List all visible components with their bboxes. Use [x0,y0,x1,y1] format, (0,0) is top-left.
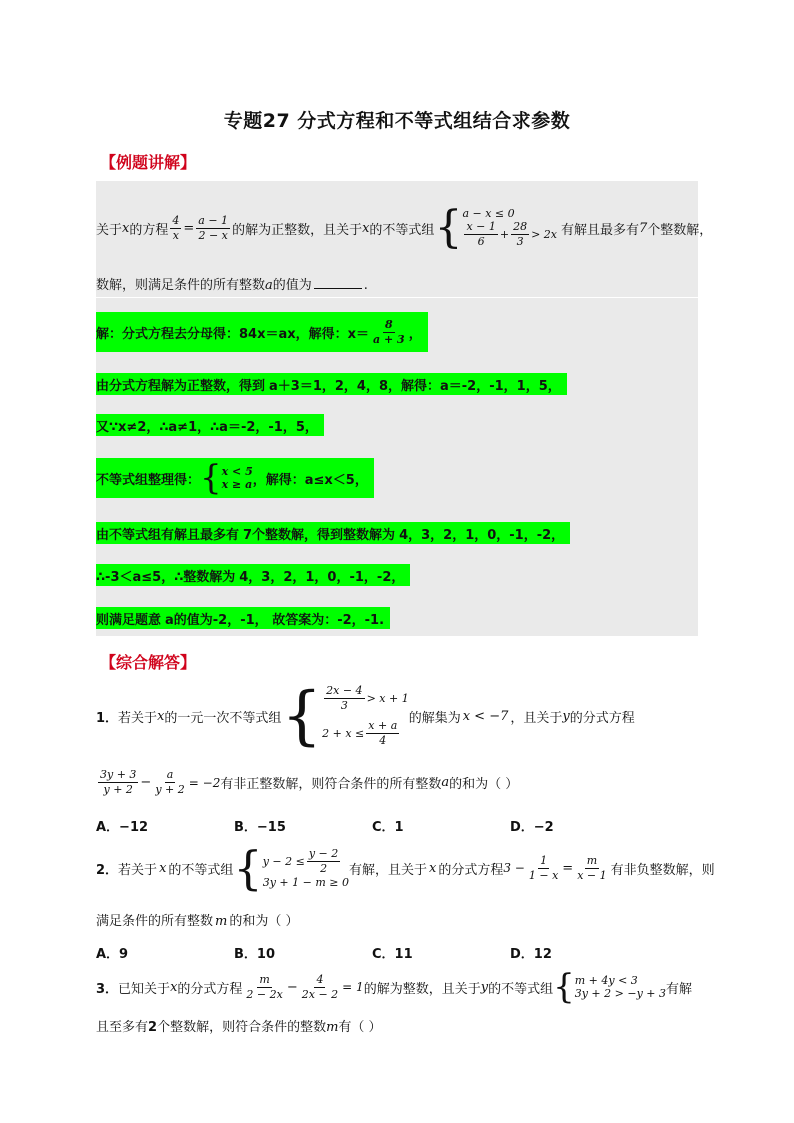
example-question-line1 [96,202,713,253]
fraction: $\frac{a}{y + 2}$ [155,768,185,796]
solution-line-1 [96,312,428,352]
example-question-line2 [96,274,368,293]
solution-line-7 [96,607,390,629]
fraction: $\frac{4}{2x - 2}$ [301,972,339,1001]
fraction-4-over-x: $\frac{4}{x}$ [172,213,180,242]
text: 关于 [96,222,123,238]
var-x: x [170,979,178,995]
brace-icon: { [200,458,222,498]
brace-icon: { [281,679,323,753]
system-row-1: x < 5 [221,465,253,478]
system-row-2: 3y + 1 − m ≥ 0 [262,876,349,889]
text: 个整数解， [647,222,713,238]
text: . [363,278,368,293]
text: 则满足题意 [96,612,162,628]
text: 的解集为 [408,710,461,726]
text: 个整数解，则符合条件的整数 [157,1020,327,1035]
system-row-1: a − x ≤ 0 [462,207,515,220]
text: ，且关于 [510,710,563,726]
inequality-system [233,841,349,895]
text: 由不等式组有解且最多有 [96,527,240,543]
text: 的解为正整数，且关于 [232,222,363,238]
text: 有解 [666,981,693,997]
text: 有（ ） [338,1020,382,1035]
question-3-line1: 3． 已知关于 x 的分式方程 $\frac{m}{2 - 2x}$ − $\frac{4}{2x - 2}$ = 1 的解为整数，且关于 y 的不等式组 { m + 4y < 3 3y + 2 > −y + 3 有解 [96,967,693,1007]
question-1-line1 [96,679,635,753]
var-x: x [159,860,167,876]
text: 的不等式组 [168,862,234,878]
question-number: 3． [96,981,119,997]
text: 有解且最多有 [561,222,640,238]
fraction: $\frac{3y + 3}{y + 2}$ [100,768,137,796]
system-row-2: x ≥ a [221,478,253,491]
fraction: $\frac{1}{1 - x}$ [528,853,559,882]
text: ，解得：a≤x＜5， [252,472,368,488]
text: 由分式方程解为正整数，得到 [96,378,266,394]
option-b[interactable]: B．−15 [234,820,286,835]
text: 的和为（ ） [449,777,519,792]
option-a[interactable]: A．−12 [96,820,149,835]
text: 有非正整数解，则符合条件的所有整数 [220,777,442,792]
var-y: y [480,979,489,995]
text: 的不等式组 [369,222,435,238]
option-d[interactable]: D．12 [510,947,552,962]
text: 已知关于 [118,981,171,997]
text: 数解，则满足条件的所有整数 [96,278,266,293]
option-a[interactable]: A．9 [96,947,129,962]
solution-line-3 [96,414,324,436]
text: 的分式方程 [177,981,243,997]
question-number: 2． [96,862,119,878]
var-y: y [562,708,570,724]
text: 解：分式方程去分母得：84x＝ax，解得：x＝ [96,326,370,342]
question-1-options [96,816,656,835]
var-x: x [362,220,370,236]
system-row-2: 3y + 2 > −y + 3 [574,987,666,1000]
brace-icon: { [553,967,575,1007]
var-x: x [122,220,130,236]
var-a: a [441,775,450,790]
section-example-header: 【例题讲解】 [100,153,197,172]
option-c[interactable]: C．11 [372,947,413,962]
text: 又∵x≠2，∴a≠1，∴a＝-2，-1，5， [96,419,318,435]
fraction-a-minus-1: $\frac{a - 1}{2 - x}$ [198,213,229,242]
inequality-system [553,967,666,1007]
solution-line-4 [96,458,374,498]
option-d[interactable]: D．−2 [510,820,554,835]
option-c[interactable]: C．1 [372,820,404,835]
page-title: 专题27 分式方程和不等式组结合求参数 [223,110,571,132]
system-row-1: $\frac{2x - 4}{3}$ > x + 1 [326,684,409,712]
text: 若关于 [118,862,158,878]
text: 不等式组整理得： [96,472,201,488]
var-x: x [157,708,165,724]
text: 若关于 [118,710,158,726]
inequality-system [281,679,409,753]
var-x: x [429,860,437,876]
question-2-options [96,943,656,962]
inequality-system [434,202,557,253]
solution-line-5 [96,522,570,544]
text: 有解，且关于 [348,862,427,878]
text: 满足条件的所有整数 [96,914,214,929]
question-number: 1． [96,710,119,726]
text: 且至多有 [96,1020,149,1035]
simplified-system [200,458,253,498]
var-m: m [215,914,228,929]
text: 的不等式组 [488,981,554,997]
text: 的一元一次不等式组 [164,710,282,726]
text: a＋3＝1，2，4，8，解得：a＝-2，-1，1，5， [269,378,561,394]
text: 7个整数解，得到整数解为 [243,527,396,543]
answer-blank[interactable] [314,276,362,289]
fraction-8-over-a-plus-3: $\frac{8}{a + 3}$ [373,317,405,346]
fraction: $\frac{m}{2 - 2x}$ [246,972,283,1001]
question-2-line2 [96,910,298,929]
brace-icon: { [233,841,263,895]
system-row-2: $\frac{x - 1}{6}$ + $\frac{28}{3}$ > 2x [466,220,557,248]
option-b[interactable]: B．10 [234,947,275,962]
number-two: 2 [148,1020,158,1035]
solution-line-2 [96,373,567,395]
equals: = [183,220,195,236]
question-1-line2: $\frac{3y + 3}{y + 2}$ − $\frac{a}{y + 2}$ = −2 有非正整数解，则符合条件的所有整数 a 的和为（ ） [100,768,519,796]
system-row-1: y − 2 ≤ $\frac{y - 2}{2}$ [262,847,339,875]
var-m: m [326,1020,339,1035]
fraction: $\frac{m}{x - 1}$ [577,853,607,882]
text: 4，3，2，1，0，-1，-2， [399,527,565,543]
text: 的和为（ ） [229,914,299,929]
text: 的值为 [272,278,312,293]
section-comprehensive-header: 【综合解答】 [100,653,197,672]
text: 有非负整数解，则 [610,862,715,878]
text: 的解为整数，且关于 [363,981,481,997]
text: a的值为-2，-1， 故答案为：-2，-1. [165,612,385,628]
var-a: a [265,278,273,293]
system-row-2: 2 + x ≤ $\frac{x + a}{4}$ [322,719,398,747]
text: 的分式方程 [438,862,504,878]
text: ∴-3＜a≤5，∴整数解为 [96,569,236,585]
question-3-line2 [96,1016,382,1035]
text: 4，3，2，1，0，-1，-2， [239,569,405,585]
text: 的分式方程 [569,710,635,726]
solution-set: x < −7 [462,708,509,724]
system-row-1: m + 4y < 3 [574,974,638,987]
text: 的方程 [129,222,169,238]
solution-line-6 [96,564,410,586]
brace-icon: { [434,202,463,253]
question-2-line1: 2． 若关于 x 的不等式组 { y − 2 ≤ $\frac{y - 2}{2}$ 3y + 1 − m ≥ 0 有解，且关于 x 的分式方程 3 − $\frac{1}{1 - x}$ = $\frac{m}{x - 1}$ 有非负整数解，则 [96,841,715,895]
text: ， [408,326,422,342]
number-seven: 7 [639,220,648,236]
